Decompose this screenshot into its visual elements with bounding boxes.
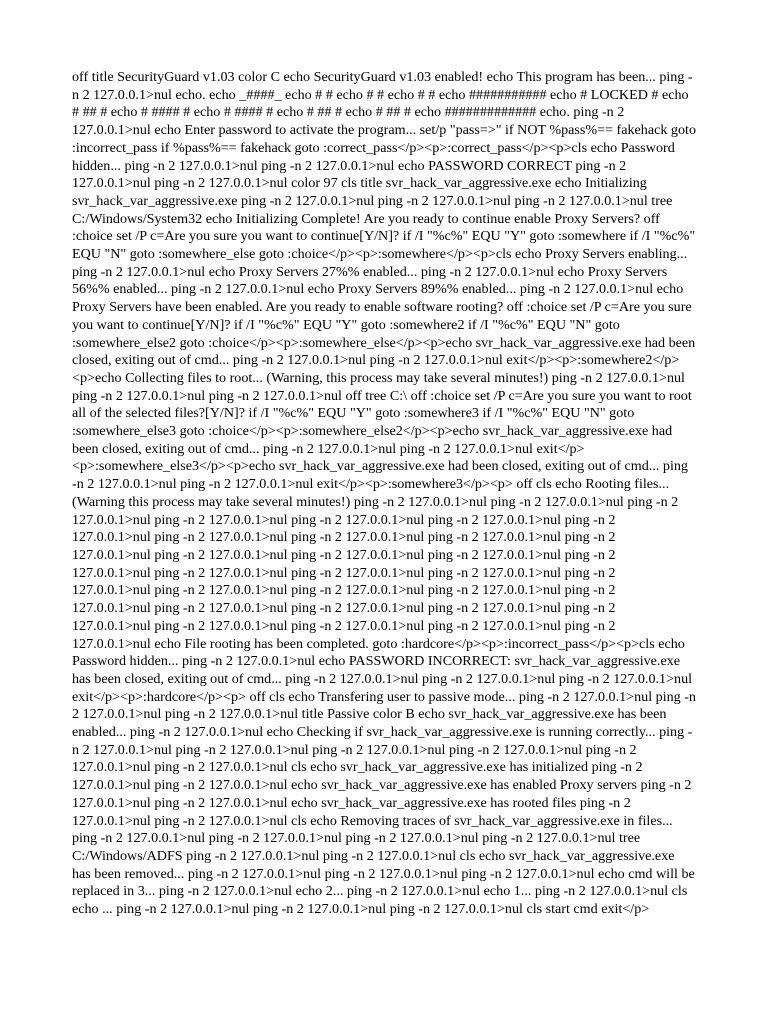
document-page [72, 69, 696, 919]
document-body-text: off title SecurityGuard v1.03 color C echo SecurityGuard v1.03 enabled! echo This program has been... ping -n 2 127.0.0.1>nul echo. echo _####_ echo # # echo # # echo # # echo ########### echo # LOCKED # echo # ## # echo # #### # echo # #### # echo # ## # echo # ## # echo ############# echo. ping -n 2 127.0.0.1>nul echo Enter password to activate the program... set/p "pass=>" if NOT %pass%== fakehack goto :incorrect_pass if %pass%== fakehack goto :correct_pass</p><p>:correct_pass</p><p>cls echo Password hidden... ping -n 2 127.0.0.1>nul ping -n 2 127.0.0.1>nul echo PASSWORD CORRECT ping -n 2 127.0.0.1>nul ping -n 2 127.0.0.1>nul color 97 cls title svr_hack_var_aggressive.exe echo Initializing svr_hack_var_aggressive.exe ping -n 2 127.0.0.1>nul ping -n 2 127.0.0.1>nul ping -n 2 127.0.0.1>nul tree C:/Windows/System32 echo Initializing Complete! Are you ready to continue enable Proxy Servers? off :choice set /P c=Are you sure you want to continue[Y/N]? if /I "%c%" EQU "Y" goto :somewhere if /I "%c%" EQU "N" goto :somewhere_else goto :choice</p><p>:somewhere</p><p>cls echo Proxy Servers enabling... ping -n 2 127.0.0.1>nul echo Proxy Servers 27%% enabled... ping -n 2 127.0.0.1>nul echo Proxy Servers 56%% enabled... ping -n 2 127.0.0.1>nul echo Proxy Servers 89%% enabled... ping -n 2 127.0.0.1>nul echo Proxy Servers have been enabled. Are you ready to enable software rooting? off :choice set /P c=Are you sure you want to continue[Y/N]? if /I "%c%" EQU "Y" goto :somewhere2 if /I "%c%" EQU "N" goto :somewhere_else2 goto :choice</p><p>:somewhere_else</p><p>echo svr_hack_var_aggressive.exe had been closed, exiting out of cmd... ping -n 2 127.0.0.1>nul ping -n 2 127.0.0.1>nul exit</p><p>:somewhere2</p><p>echo Collecting files to root... (Warning, this process may take several minutes!) ping -n 2 127.0.0.1>nul ping -n 2 127.0.0.1>nul ping -n 2 127.0.0.1>nul off tree C:\ off :choice set /P c=Are you sure you want to root all of the selected files?[Y/N]? if /I "%c%" EQU "Y" goto :somewhere3 if /I "%c%" EQU "N" goto :somewhere_else3 goto :choice</p><p>:somewhere_else2</p><p>echo svr_hack_var_aggressive.exe had been closed, exiting out of cmd... ping -n 2 127.0.0.1>nul ping -n 2 127.0.0.1>nul exit</p><p>:somewhere_else3</p><p>echo svr_hack_var_aggressive.exe had been closed, exiting out of cmd... ping -n 2 127.0.0.1>nul ping -n 2 127.0.0.1>nul exit</p><p>:somewhere3</p><p> off cls echo Rooting files... (Warning this process may take several minutes!) ping -n 2 127.0.0.1>nul ping -n 2 127.0.0.1>nul ping -n 2 127.0.0.1>nul ping -n 2 127.0.0.1>nul ping -n 2 127.0.0.1>nul ping -n 2 127.0.0.1>nul ping -n 2 127.0.0.1>nul ping -n 2 127.0.0.1>nul ping -n 2 127.0.0.1>nul ping -n 2 127.0.0.1>nul ping -n 2 127.0.0.1>nul ping -n 2 127.0.0.1>nul ping -n 2 127.0.0.1>nul ping -n 2 127.0.0.1>nul ping -n 2 127.0.0.1>nul ping -n 2 127.0.0.1>nul ping -n 2 127.0.0.1>nul ping -n 2 127.0.0.1>nul ping -n 2 127.0.0.1>nul ping -n 2 127.0.0.1>nul ping -n 2 127.0.0.1>nul ping -n 2 127.0.0.1>nul ping -n 2 127.0.0.1>nul ping -n 2 127.0.0.1>nul ping -n 2 127.0.0.1>nul ping -n 2 127.0.0.1>nul ping -n 2 127.0.0.1>nul ping -n 2 127.0.0.1>nul ping -n 2 127.0.0.1>nul ping -n 2 127.0.0.1>nul ping -n 2 127.0.0.1>nul echo File rooting has been completed. goto :hardcore</p><p>:incorrect_pass</p><p>cls echo Password hidden... ping -n 2 127.0.0.1>nul echo PASSWORD INCORRECT: svr_hack_var_aggressive.exe has been closed, exiting out of cmd... ping -n 2 127.0.0.1>nul ping -n 2 127.0.0.1>nul ping -n 2 127.0.0.1>nul exit</p><p>:hardcore</p><p> off cls echo Transfering user to passive mode... ping -n 2 127.0.0.1>nul ping -n 2 127.0.0.1>nul ping -n 2 127.0.0.1>nul title Passive color B echo svr_hack_var_aggressive.exe has been enabled... ping -n 2 127.0.0.1>nul echo Checking if svr_hack_var_aggressive.exe is running correctly... ping -n 2 127.0.0.1>nul ping -n 2 127.0.0.1>nul ping -n 2 127.0.0.1>nul ping -n 2 127.0.0.1>nul ping -n 2 127.0.0.1>nul ping -n 2 127.0.0.1>nul cls echo svr_hack_var_aggressive.exe has initialized ping -n 2 127.0.0.1>nul ping -n 2 127.0.0.1>nul echo svr_hack_var_aggressive.exe has enabled Proxy servers ping -n 2 127.0.0.1>nul ping -n 2 127.0.0.1>nul echo svr_hack_var_aggressive.exe has rooted files ping -n 2 127.0.0.1>nul ping -n 2 127.0.0.1>nul cls echo Removing traces of svr_hack_var_aggressive.exe in files... ping -n 2 127.0.0.1>nul ping -n 2 127.0.0.1>nul ping -n 2 127.0.0.1>nul ping -n 2 127.0.0.1>nul tree C:/Windows/ADFS ping -n 2 127.0.0.1>nul ping -n 2 127.0.0.1>nul cls echo svr_hack_var_aggressive.exe has been removed... ping -n 2 127.0.0.1>nul ping -n 2 127.0.0.1>nul ping -n 2 127.0.0.1>nul echo cmd will be replaced in 3... ping -n 2 127.0.0.1>nul echo 2... ping -n 2 127.0.0.1>nul echo 1... ping -n 2 127.0.0.1>nul cls echo ... ping -n 2 127.0.0.1>nul ping -n 2 127.0.0.1>nul ping -n 2 127.0.0.1>nul cls start cmd exit</p> [72, 69, 696, 918]
